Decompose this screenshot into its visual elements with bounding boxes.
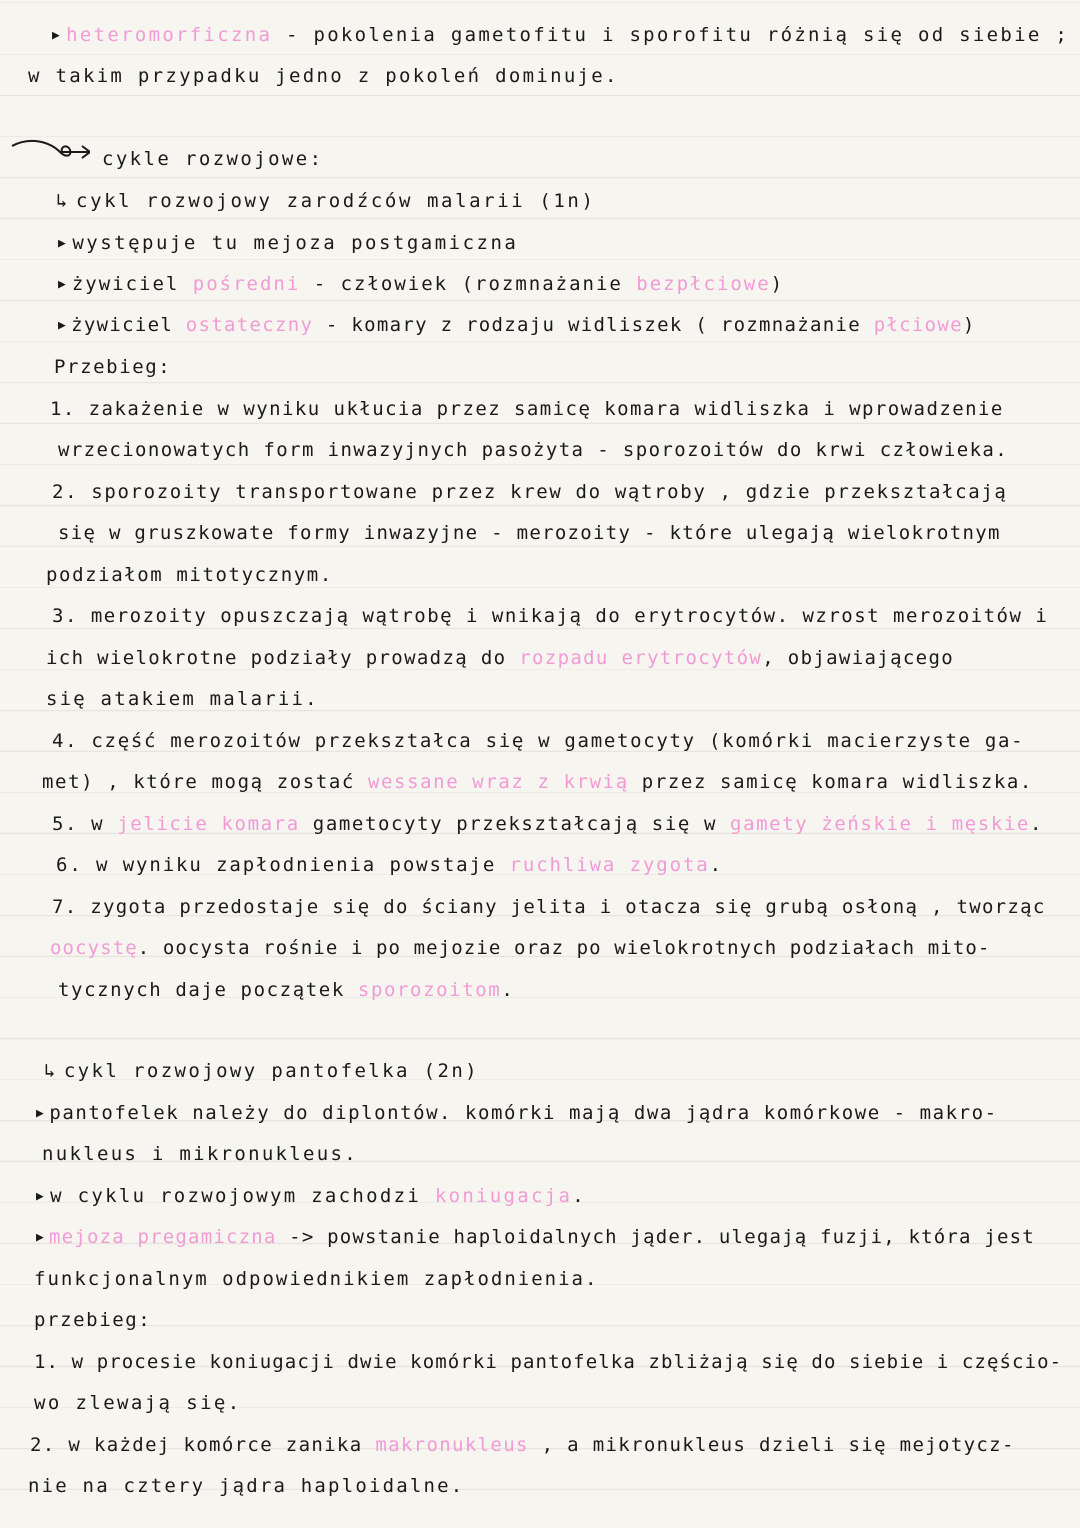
malaria-step-3b: ich wielokrotne podziały prowadzą do rozpadu erytrocytów, objawiającego bbox=[46, 647, 955, 669]
intro-line-1: ▶ heteromorficzna - pokolenia gametofitu i sporofitu różnią się od siebie ; bbox=[52, 24, 1070, 46]
malaria-heading: ↳ cykl rozwojowy zarodźców malarii (1n) bbox=[56, 190, 596, 212]
malaria-step-2a: 2. sporozoity transportowane przez krew do wątroby , gdzie przekształcają bbox=[52, 481, 1008, 503]
triangle-bullet-icon: ▶ bbox=[58, 318, 68, 333]
malaria-step-4a: 4. część merozoitów przekształca się w gametocyty (komórki macierzyste ga- bbox=[52, 730, 1025, 752]
malaria-bullet-2: ▶ żywiciel pośredni - człowiek (rozmnażanie bezpłciowe) bbox=[58, 273, 785, 295]
pantofelek-step-1a: 1. w procesie koniugacji dwie komórki pantofelka zbliżają się do siebie i częścio- bbox=[34, 1351, 1063, 1373]
intro-line-2: w takim przypadku jedno z pokoleń dominuje. bbox=[28, 65, 619, 87]
pantofelek-heading: ↳ cykl rozwojowy pantofelka (2n) bbox=[44, 1060, 480, 1082]
pantofelek-step-1b: wo zlewają się. bbox=[34, 1392, 242, 1414]
triangle-bullet-icon: ▶ bbox=[36, 1230, 46, 1245]
triangle-bullet-icon: ▶ bbox=[52, 28, 63, 43]
malaria-step-7c: tycznych daje początek sporozoitom. bbox=[58, 979, 515, 1001]
pantofelek-bullet-1b: nukleus i mikronukleus. bbox=[42, 1143, 358, 1165]
pantofelek-bullet-3b: funkcjonalnym odpowiednikiem zapłodnienia. bbox=[34, 1268, 599, 1290]
malaria-step-1a: 1. zakażenie w wyniku ukłucia przez samicę komara widliszka i wprowadzenie bbox=[50, 398, 1004, 420]
malaria-step-2c: podziałom mitotycznym. bbox=[46, 564, 333, 586]
triangle-bullet-icon: ▶ bbox=[36, 1106, 46, 1121]
pantofelek-bullet-1a: ▶ pantofelek należy do diplontów. komórki mają dwa jądra komórkowe - makro- bbox=[36, 1102, 998, 1124]
malaria-przebieg-label: Przebieg: bbox=[54, 356, 172, 378]
return-arrow-icon: ↳ bbox=[56, 190, 71, 212]
malaria-step-1b: wrzecionowatych form inwazyjnych pasożyta - sporozoitów do krwi człowieka. bbox=[58, 439, 1009, 461]
triangle-bullet-icon: ▶ bbox=[36, 1189, 47, 1204]
malaria-step-3a: 3. merozoity opuszczają wątrobę i wnikają do erytrocytów. wzrost merozoitów i bbox=[52, 605, 1049, 627]
malaria-step-6: 6. w wyniku zapłodnienia powstaje ruchliwa zygota. bbox=[56, 854, 723, 876]
triangle-bullet-icon: ▶ bbox=[58, 236, 69, 251]
malaria-bullet-1: ▶ występuje tu mejoza postgamiczna bbox=[58, 232, 519, 254]
malaria-step-4b: met) , które mogą zostać wessane wraz z krwią przez samicę komara widliszka. bbox=[42, 771, 1033, 793]
pantofelek-step-2b: nie na cztery jądra haploidalne. bbox=[28, 1475, 465, 1497]
malaria-step-3c: się atakiem malarii. bbox=[46, 688, 319, 710]
triangle-bullet-icon: ▶ bbox=[58, 277, 68, 292]
pantofelek-step-2a: 2. w każdej komórce zanika makronukleus , a mikronukleus dzieli się mejotycz- bbox=[30, 1434, 1015, 1456]
term-heteromorficzna: heteromorficzna bbox=[66, 24, 273, 46]
malaria-step-7b: oocystę. oocysta rośnie i po mejozie oraz po wielokrotnych podziałach mito- bbox=[50, 937, 991, 959]
malaria-step-5: 5. w jelicie komara gametocyty przekształcają się w gamety żeńskie i męskie. bbox=[52, 813, 1043, 835]
malaria-bullet-3: ▶ żywiciel ostateczny - komary z rodzaju widliszek ( rozmnażanie płciowe) bbox=[58, 314, 976, 336]
return-arrow-icon: ↳ bbox=[44, 1060, 58, 1082]
pantofelek-bullet-2: ▶ w cyklu rozwojowym zachodzi koniugacja. bbox=[36, 1185, 586, 1207]
curved-arrow-icon bbox=[10, 136, 90, 170]
malaria-step-2b: się w gruszkowate formy inwazyjne - merozoity - które ulegają wielokrotnym bbox=[58, 522, 1001, 544]
pantofelek-przebieg-label: przebieg: bbox=[34, 1309, 152, 1331]
section-title: cykle rozwojowe: bbox=[102, 148, 324, 170]
pantofelek-bullet-3: ▶ mejoza pregamiczna -> powstanie haploidalnych jąder. ulegają fuzji, która jest bbox=[36, 1226, 1035, 1248]
malaria-step-7a: 7. zygota przedostaje się do ściany jelita i otacza się grubą osłoną , tworząc bbox=[52, 896, 1046, 918]
